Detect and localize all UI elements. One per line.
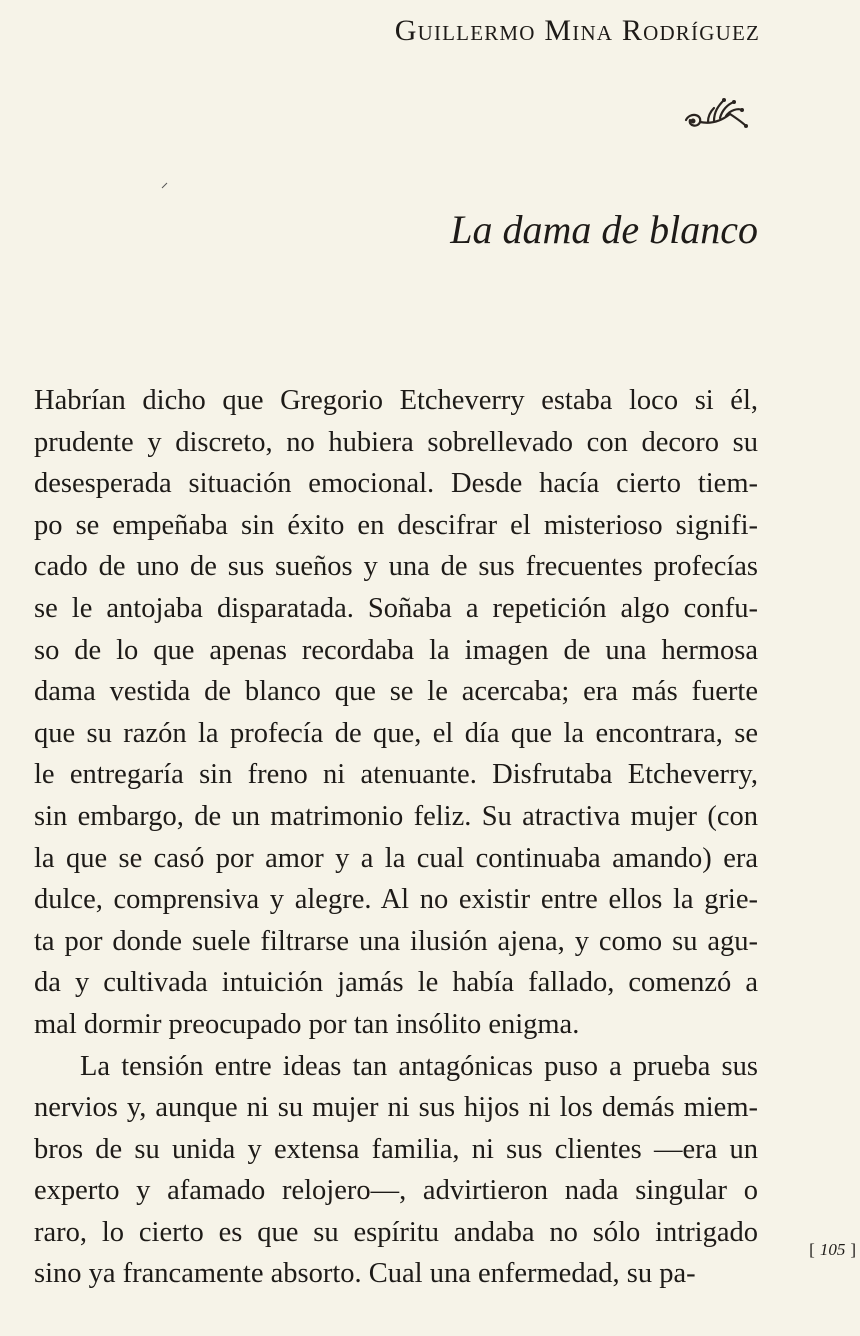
text-line: po se empeñaba sin éxito en descifrar el misterioso signifi- bbox=[34, 509, 758, 541]
text-line: prudente y discreto, no hubiera sobrellevado con decoro su bbox=[34, 426, 758, 458]
text-line: so de lo que apenas recordaba la imagen de una hermosa bbox=[34, 634, 758, 666]
text-line: que su razón la profecía de que, el día que la encontrara, se bbox=[34, 717, 758, 749]
text-line: bros de su unida y extensa familia, ni sus clientes —era un bbox=[34, 1133, 758, 1165]
text-line: mal dormir preocupado por tan insólito enigma. bbox=[34, 1008, 580, 1040]
text-line: Habrían dicho que Gregorio Etcheverry estaba loco si él, bbox=[34, 385, 758, 416]
text-line: experto y afamado relojero—, advirtieron nada singular o bbox=[34, 1175, 758, 1207]
text-line: ta por donde suele filtrarse una ilusión ajena, y como su agu- bbox=[34, 925, 758, 957]
text-line: dulce, comprensiva y alegre. Al no existir entre ellos la grie- bbox=[34, 884, 758, 916]
page-number-close-bracket: ] bbox=[850, 1240, 856, 1259]
page-number bbox=[809, 1240, 856, 1260]
text-line: sin embargo, de un matrimonio feliz. Su atractiva mujer (con bbox=[34, 800, 758, 832]
text-line: raro, lo cierto es que su espíritu andaba no sólo intrigado bbox=[34, 1216, 758, 1248]
text-line: desesperada situación emocional. Desde hacía cierto tiem- bbox=[34, 468, 758, 500]
page-number-open-bracket: [ bbox=[809, 1240, 815, 1259]
text-line: La tensión entre ideas tan antagónicas puso a prueba sus bbox=[80, 1050, 758, 1082]
body-text bbox=[34, 380, 758, 1295]
page-number-value: 105 bbox=[819, 1240, 846, 1259]
text-line: le entregaría sin freno ni atenuante. Disfrutaba Etcheverry, bbox=[34, 759, 758, 791]
running-header-author: Guillermo Mina Rodríguez bbox=[394, 14, 760, 47]
text-line: sino ya francamente absorto. Cual una enfermedad, su pa- bbox=[34, 1258, 696, 1290]
text-line: dama vestida de blanco que se le acercaba; era más fuerte bbox=[34, 676, 758, 708]
floral-fleuron-icon bbox=[680, 92, 750, 132]
paragraph-2 bbox=[34, 1046, 758, 1296]
chapter-title: La dama de blanco bbox=[450, 207, 758, 252]
text-line: nervios y, aunque ni su mujer ni sus hijos ni los demás miem- bbox=[34, 1092, 758, 1124]
text-line: cado de uno de sus sueños y una de sus frecuentes profecías bbox=[34, 551, 758, 583]
paragraph-1 bbox=[34, 380, 758, 1046]
paper-speck bbox=[160, 180, 170, 190]
text-line: da y cultivada intuición jamás le había fallado, comenzó a bbox=[34, 967, 758, 999]
text-line: la que se casó por amor y a la cual continuaba amando) era bbox=[34, 842, 758, 874]
text-line: se le antojaba disparatada. Soñaba a repetición algo confu- bbox=[34, 592, 758, 624]
